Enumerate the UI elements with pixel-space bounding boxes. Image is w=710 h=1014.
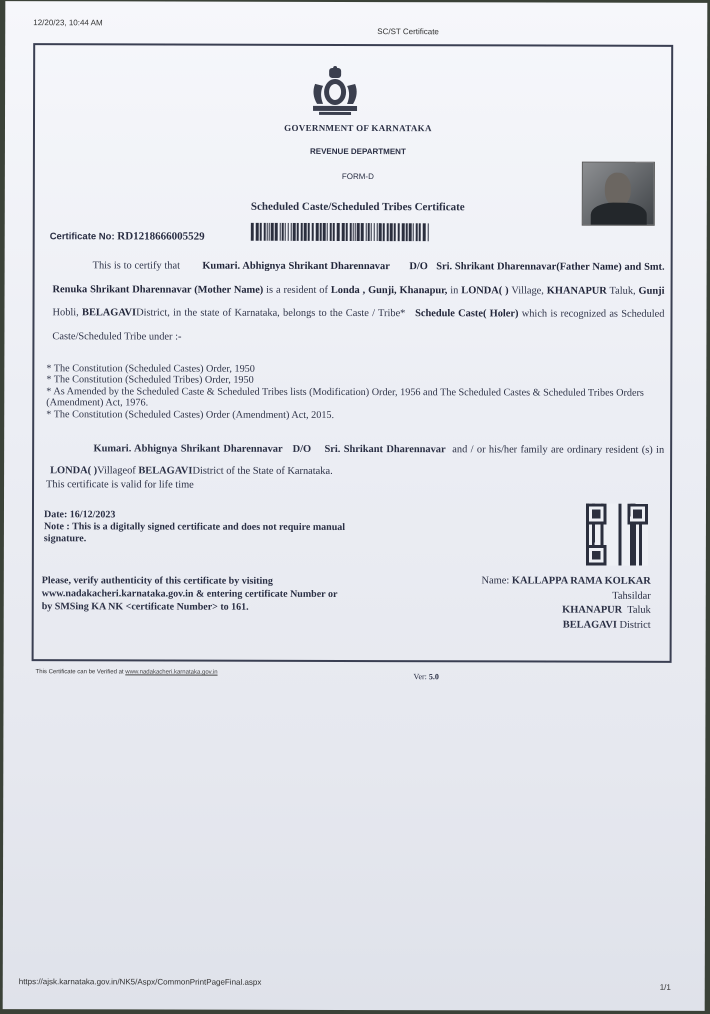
order-item: * The Constitution (Scheduled Castes) Order (Amendment) Act, 2015. xyxy=(46,408,335,421)
verify-instructions: Please, verify authenticity of this certificate by visiting www.nadakacheri.karnataka.gov.in & entering certificate Number or by SMSing KA NK <certificate Number> to 161. xyxy=(41,575,338,613)
order-item: * The Constitution (Scheduled Tribes) Order, 1950 xyxy=(46,374,254,387)
order-item: * As Amended by the Scheduled Caste & Scheduled Tribes lists (Modification) Order, 1956 and The Scheduled Castes & Scheduled Tribes Orders (Amendment) Act, 1976. xyxy=(46,386,644,409)
applicant-name: Kumari. Abhignya Shrikant Dharennavar xyxy=(202,260,390,273)
mother-name: Smt. Renuka Shrikant Dharennavar (Mother Name) xyxy=(52,261,665,296)
signatory-block: Name: KALLAPPA RAMA KOLKAR Tahsildar KHANAPUR Taluk BELAGAVI District xyxy=(481,575,651,631)
print-url: https://ajsk.karnataka.gov.in/NK5/Aspx/CommonPrintPageFinal.aspx xyxy=(18,977,262,987)
barcode-image xyxy=(251,223,429,247)
karnataka-emblem-icon xyxy=(307,66,363,116)
caste: Schedule Caste( Holer) xyxy=(415,308,519,320)
certificate-number xyxy=(50,230,205,242)
district: BELAGAVI xyxy=(82,307,137,319)
verify-footnote: This Certificate can be Verified at www.nadakacheri.karnataka.gov.in xyxy=(35,669,218,676)
hobli: Gunji xyxy=(638,285,665,297)
certificate-body: This is to certify that Kumari. Abhignya Shrikant Dharennavar D/O Sri. Shrikant Dharennavar(Father Name) and Smt. Renuka Shrikant Dharennavar (Mother Name) is a resident of Londa , Gunji, Khanapur, in LONDA( ) Village, KHANAPUR Taluk, Gunji Hobli, BELAGAVIDistrict, in the state of Karnataka, belongs to the Caste / Tribe* Schedule Caste( Holer) which is recognized as Scheduled Caste/Scheduled Tribe under :- xyxy=(52,260,665,343)
residence: Londa , Gunji, Khanapur, xyxy=(330,284,448,296)
issue-date: Date: 16/12/2023 xyxy=(43,509,116,521)
certificate-border xyxy=(32,43,674,663)
village: LONDA( ) xyxy=(461,284,509,296)
certificate-page xyxy=(3,1,708,1011)
signatory-designation: Tahsildar xyxy=(612,590,651,602)
certificate-number-label: Certificate No: xyxy=(49,231,115,243)
order-item: * The Constitution (Scheduled Castes) Order, 1950 xyxy=(46,363,255,375)
print-title: SC/ST Certificate xyxy=(377,27,439,37)
certificate-title: Scheduled Caste/Scheduled Tribes Certificate xyxy=(250,200,465,214)
residence-statement: Kumari. Abhignya Shrikant Dharennavar D/O Sri. Shrikant Dharennavar and / or his/her family are ordinary resident (s) in LONDA( )Villageof BELAGAVIDistrict of the State of Karnataka. xyxy=(50,443,665,477)
signatory-name: KALLAPPA RAMA KOLKAR xyxy=(511,575,651,587)
certificate-number-value: RD1218666005529 xyxy=(117,230,205,243)
qr-code-image xyxy=(585,504,649,566)
government-heading: GOVERNMENT OF KARNATAKA xyxy=(284,122,432,134)
verify-link[interactable]: www.nadakacheri.karnataka.gov.in xyxy=(125,669,218,676)
page-number: 1/1 xyxy=(659,982,671,992)
applicant-photo xyxy=(582,162,655,226)
version-label: Ver: 5.0 xyxy=(413,672,439,682)
form-label: FORM-D xyxy=(341,171,374,182)
validity-text: This certificate is valid for life time xyxy=(46,479,194,491)
department-heading: REVENUE DEPARTMENT xyxy=(309,146,406,157)
taluk: KHANAPUR xyxy=(546,285,607,297)
date-note-block xyxy=(44,509,354,546)
orders-list xyxy=(46,363,662,422)
father-name: Sri. Shrikant Dharennavar(Father Name) xyxy=(436,261,622,273)
digital-sign-note: Note : This is a digitally signed certificate and does not require manual signature. xyxy=(43,521,346,545)
print-datetime: 12/20/23, 10:44 AM xyxy=(33,18,103,28)
